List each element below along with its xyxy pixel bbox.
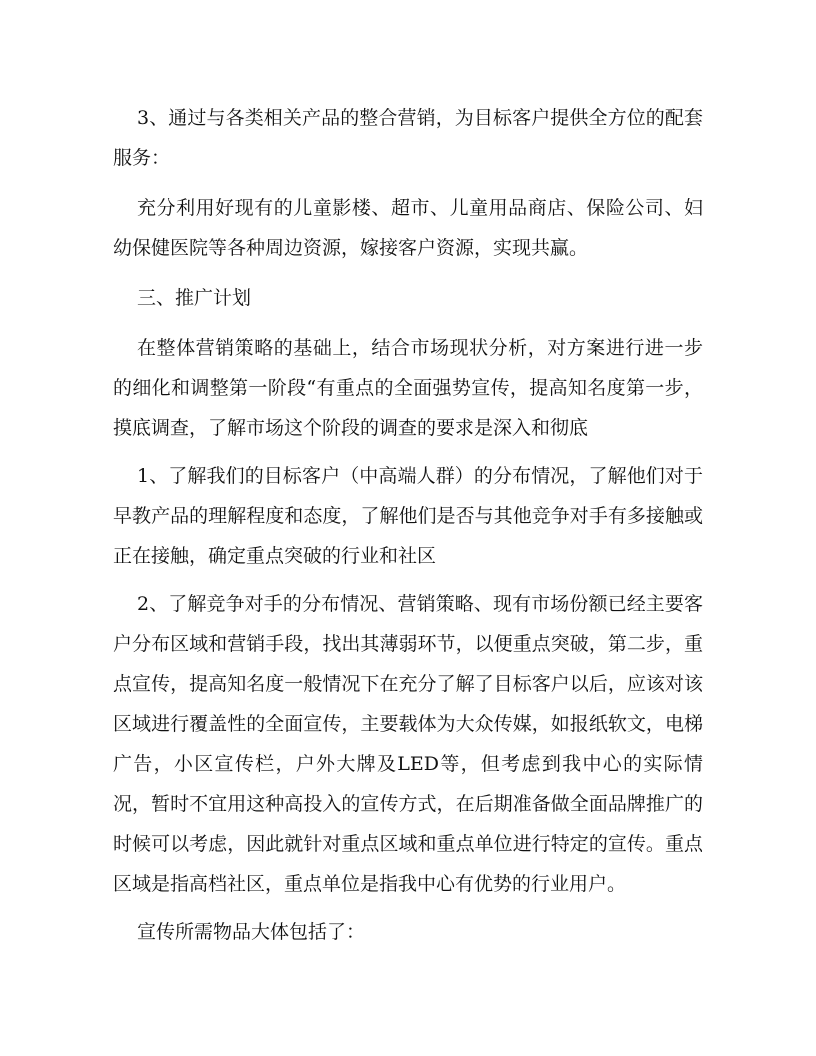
paragraph-competitors: 2、了解竞争对手的分布情况、营销策略、现有市场份额已经主要客户分布区域和营销手段，找出其薄弱环节，以便重点突破，第二步，重点宣传，提高知名度一般情况下在充分了解了目标客户以后，应该对该区域进行覆盖性的全面宣传，主要载体为大众传媒，如报纸软文，电梯广告，小区宣传栏，户外大牌及LED等，但考虑到我中心的实际情况，暂时不宜用这种高投入的宣传方式，在后期准备做全面品牌推广的时候可以考虑，因此就针对重点区域和重点单位进行特定的宣传。重点区域是指高档社区，重点单位是指我中心有优势的行业用户。: [113, 593, 703, 895]
section-heading-promotion-plan: 三、推广计划: [137, 287, 252, 309]
paragraph-service-integration: 3、通过与各类相关产品的整合营销，为目标客户提供全方位的配套服务：: [113, 107, 703, 169]
paragraph-surrounding-resources: 充分利用好现有的儿童影楼、超市、儿童用品商店、保险公司、妇幼保健医院等各种周边资源，嫁接客户资源，实现共赢。: [113, 197, 703, 259]
paragraph-target-customers: 1、了解我们的目标客户（中高端人群）的分布情况，了解他们对于早教产品的理解程度和态度，了解他们是否与其他竞争对手有多接触或正在接触，确定重点突破的行业和社区: [113, 465, 703, 567]
document-body: [113, 98, 703, 952]
paragraph-promotion-items: 宣传所需物品大体包括了：: [137, 921, 366, 943]
paragraph-first-stage: 在整体营销策略的基础上，结合市场现状分析，对方案进行进一步的细化和调整第一阶段“有重点的全面强势宣传，提高知名度第一步，摸底调查，了解市场这个阶段的调查的要求是深入和彻底: [113, 337, 703, 439]
